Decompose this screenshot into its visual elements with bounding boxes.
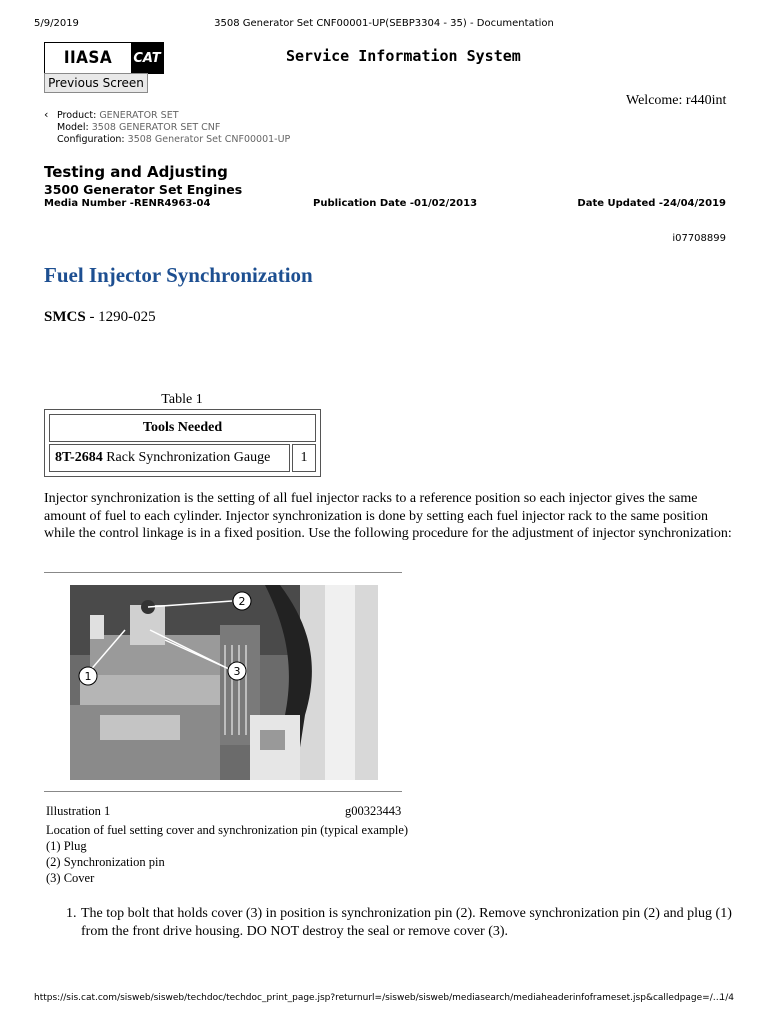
back-chevron-icon[interactable]: ‹ <box>44 108 49 121</box>
legend-item: (3) Cover <box>46 871 95 885</box>
tool-cell <box>49 444 290 472</box>
tool-quantity: 1 <box>292 444 316 472</box>
logo-cat-text: CAT <box>131 43 163 73</box>
print-date: 5/9/2019 <box>34 18 79 29</box>
config-label: Configuration: <box>57 134 125 145</box>
callout-1: 1 <box>84 670 92 683</box>
callout-3: 3 <box>233 665 241 678</box>
product-value[interactable]: GENERATOR SET <box>99 110 179 121</box>
smcs-value: - 1290-025 <box>85 309 156 325</box>
step-text: The top bolt that holds cover (3) in position is synchronization pin (2). Remove synchronization pin (2) and plug (1) from the front drive housing. DO NOT destroy the seal or remove cover (3). <box>81 906 732 939</box>
procedure-step <box>66 905 736 940</box>
publication-date: Publication Date -01/02/2013 <box>313 198 478 209</box>
footer-url: https://sis.cat.com/sisweb/sisweb/techdoc/techdoc_print_page.jsp?returnurl=/sisweb/sisweb/mediasearch/mediaheaderinfoframeset.jsp&calledpage=/… <box>34 993 722 1003</box>
tool-part-number: 8T-2684 <box>55 450 103 465</box>
config-value[interactable]: 3508 Generator Set CNF00001-UP <box>127 134 291 145</box>
system-title: Service Information System <box>286 47 521 65</box>
product-info <box>44 110 290 146</box>
document-id: i07708899 <box>672 233 726 244</box>
illustration-caption-text: Location of fuel setting cover and synchronization pin (typical example) <box>46 823 409 837</box>
logo-iiasa-text: IIASA <box>63 48 113 68</box>
legend-item: (2) Synchronization pin <box>46 855 165 869</box>
table-caption: Table 1 <box>161 392 203 407</box>
callout-2: 2 <box>238 595 246 608</box>
tools-table-header: Tools Needed <box>49 414 316 442</box>
tool-name: Rack Synchronization Gauge <box>102 450 271 465</box>
section-title: Testing and Adjusting <box>44 163 228 181</box>
print-title: 3508 Generator Set CNF00001-UP(SEBP3304 - 35) - Documentation <box>214 18 554 29</box>
welcome-text: Welcome: r440int <box>626 93 727 108</box>
section-subtitle: 3500 Generator Set Engines <box>44 182 243 197</box>
smcs-code <box>44 309 156 326</box>
engine-photo <box>70 585 378 780</box>
tools-table <box>44 409 321 477</box>
intro-paragraph: Injector synchronization is the setting of all fuel injector racks to a reference position so each injector gives the same amount of fuel to each cylinder. Injector synchronization is done by setting each fuel injector rack to the same position while the control linkage is in a fixed position. Use the following procedure for the adjustment of injector synchronization: <box>44 491 732 541</box>
illustration-top-rule <box>44 572 402 573</box>
footer-page-number: 1/4 <box>719 993 734 1003</box>
page-title: Fuel Injector Synchronization <box>44 263 313 287</box>
model-value[interactable]: 3508 GENERATOR SET CNF <box>91 122 221 133</box>
date-updated: Date Updated -24/04/2019 <box>577 198 726 209</box>
model-label: Model: <box>57 122 89 133</box>
illustration-bottom-rule <box>44 791 402 792</box>
illustration-caption <box>46 822 408 886</box>
previous-screen-button[interactable]: Previous Screen <box>44 73 148 93</box>
table-row <box>49 444 316 472</box>
illustration-label: Illustration 1 <box>46 804 111 818</box>
engine-photo-drawing <box>70 585 378 780</box>
smcs-label: SMCS <box>44 309 86 325</box>
legend-item: (1) Plug <box>46 839 87 853</box>
media-number: Media Number -RENR4963-04 <box>44 198 211 209</box>
iiasa-cat-logo <box>44 42 164 74</box>
illustration-code: g00323443 <box>345 804 402 818</box>
product-label: Product: <box>57 110 97 121</box>
step-number: 1. <box>66 906 77 921</box>
